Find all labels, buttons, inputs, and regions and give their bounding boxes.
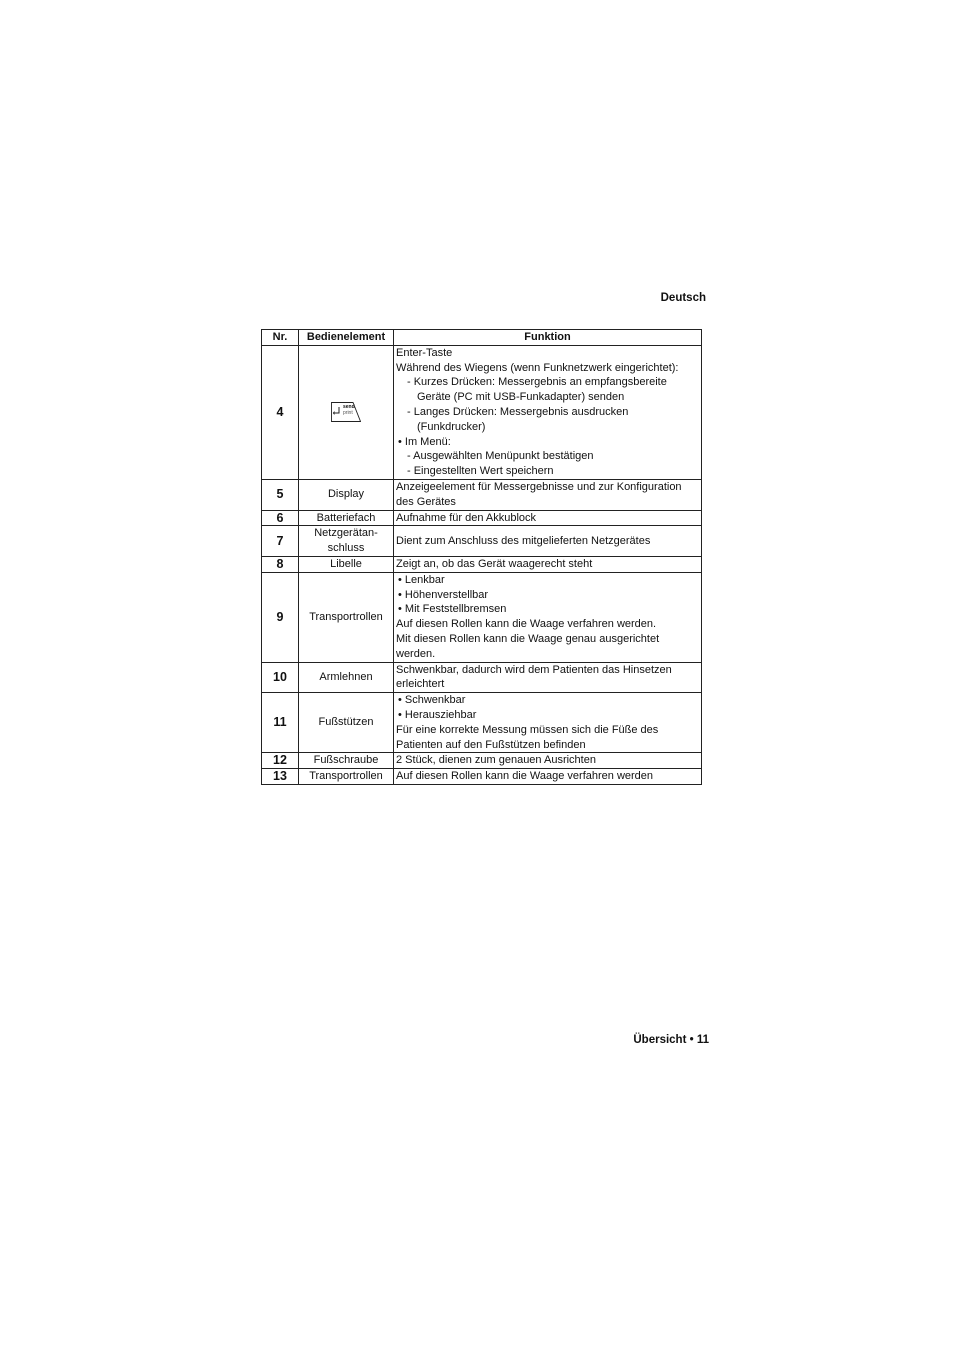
control-element: Netzgerätan- schluss [299, 526, 394, 557]
column-header-element: Bedienelement [299, 330, 394, 346]
table-header-row [262, 330, 702, 346]
function-description [394, 526, 702, 557]
table-row [262, 345, 702, 479]
function-line: • Schwenkbar [398, 694, 466, 707]
enter-send-print-key-icon [331, 402, 361, 422]
row-number: 13 [262, 769, 299, 785]
control-element: Fußschraube [299, 753, 394, 769]
table-body [262, 345, 702, 784]
control-element: Libelle [299, 556, 394, 572]
table-row [262, 526, 702, 557]
table-row [262, 693, 702, 753]
control-element: Display [299, 479, 394, 510]
table-row [262, 479, 702, 510]
function-line: • Lenkbar [398, 573, 445, 586]
function-description [394, 479, 702, 510]
table-row [262, 556, 702, 572]
function-description [394, 693, 702, 753]
control-element: Fußstützen [299, 693, 394, 753]
control-element: Batteriefach [299, 510, 394, 526]
table-row [262, 753, 702, 769]
function-line: - Kurzes Drücken: Messergebnis an empfangsbereite Geräte (PC mit USB-Funkadapter) senden [407, 376, 667, 404]
function-line: Anzeigeelement für Messergebnisse und zur Konfiguration des Gerätes [396, 480, 682, 508]
key-send-label: send [343, 404, 355, 411]
function-line: Enter-Taste [396, 346, 453, 359]
row-number: 6 [262, 510, 299, 526]
row-number: 9 [262, 572, 299, 662]
key-print-label: print [343, 410, 353, 417]
page-footer: Übersicht • 11 [633, 1034, 709, 1046]
row-number: 10 [262, 662, 299, 693]
function-line: Aufnahme für den Akkublock [396, 511, 537, 524]
function-description [394, 769, 702, 785]
function-description [394, 510, 702, 526]
row-number: 5 [262, 479, 299, 510]
control-element: Transportrollen [299, 572, 394, 662]
table-row [262, 510, 702, 526]
row-number: 12 [262, 753, 299, 769]
function-line: Schwenkbar, dadurch wird dem Patienten das Hinsetzen erleichtert [396, 663, 672, 691]
function-line: Für eine korrekte Messung müssen sich die Füße des Patienten auf den Fußstützen befinden [396, 723, 659, 751]
row-number: 11 [262, 693, 299, 753]
function-line: - Ausgewählten Menüpunkt bestätigen [407, 450, 594, 463]
table-row [262, 572, 702, 662]
function-description [394, 556, 702, 572]
function-line: Auf diesen Rollen kann die Waage verfahren werden. [396, 618, 657, 631]
row-number: 4 [262, 345, 299, 479]
controls-overview-table [261, 329, 702, 785]
function-line: Zeigt an, ob das Gerät waagerecht steht [396, 557, 593, 570]
language-label: Deutsch [660, 292, 706, 304]
function-description [394, 572, 702, 662]
function-line: Auf diesen Rollen kann die Waage verfahren werden [396, 770, 654, 783]
column-header-nr: Nr. [262, 330, 299, 346]
function-line: 2 Stück, dienen zum genauen Ausrichten [396, 754, 596, 767]
table-row [262, 662, 702, 693]
control-element [299, 345, 394, 479]
row-number: 7 [262, 526, 299, 557]
function-description [394, 753, 702, 769]
function-line: • Herausziehbar [398, 708, 477, 721]
function-line: - Eingestellten Wert speichern [407, 465, 554, 478]
control-element: Armlehnen [299, 662, 394, 693]
table-row [262, 769, 702, 785]
function-line: Mit diesen Rollen kann die Waage genau ausgerichtet werden. [396, 632, 660, 660]
function-line: Während des Wiegens (wenn Funknetzwerk eingerichtet): [396, 361, 679, 374]
column-header-function: Funktion [394, 330, 702, 346]
function-line: - Langes Drücken: Messergebnis ausdrucken (Funkdrucker) [407, 405, 629, 433]
function-description [394, 662, 702, 693]
control-element: Transportrollen [299, 769, 394, 785]
function-line: • Höhenverstellbar [398, 588, 489, 601]
row-number: 8 [262, 556, 299, 572]
function-description [394, 345, 702, 479]
function-line: Dient zum Anschluss des mitgelieferten Netzgerätes [396, 534, 651, 547]
function-line: • Im Menü: [398, 435, 451, 448]
function-line: • Mit Feststellbremsen [398, 603, 507, 616]
